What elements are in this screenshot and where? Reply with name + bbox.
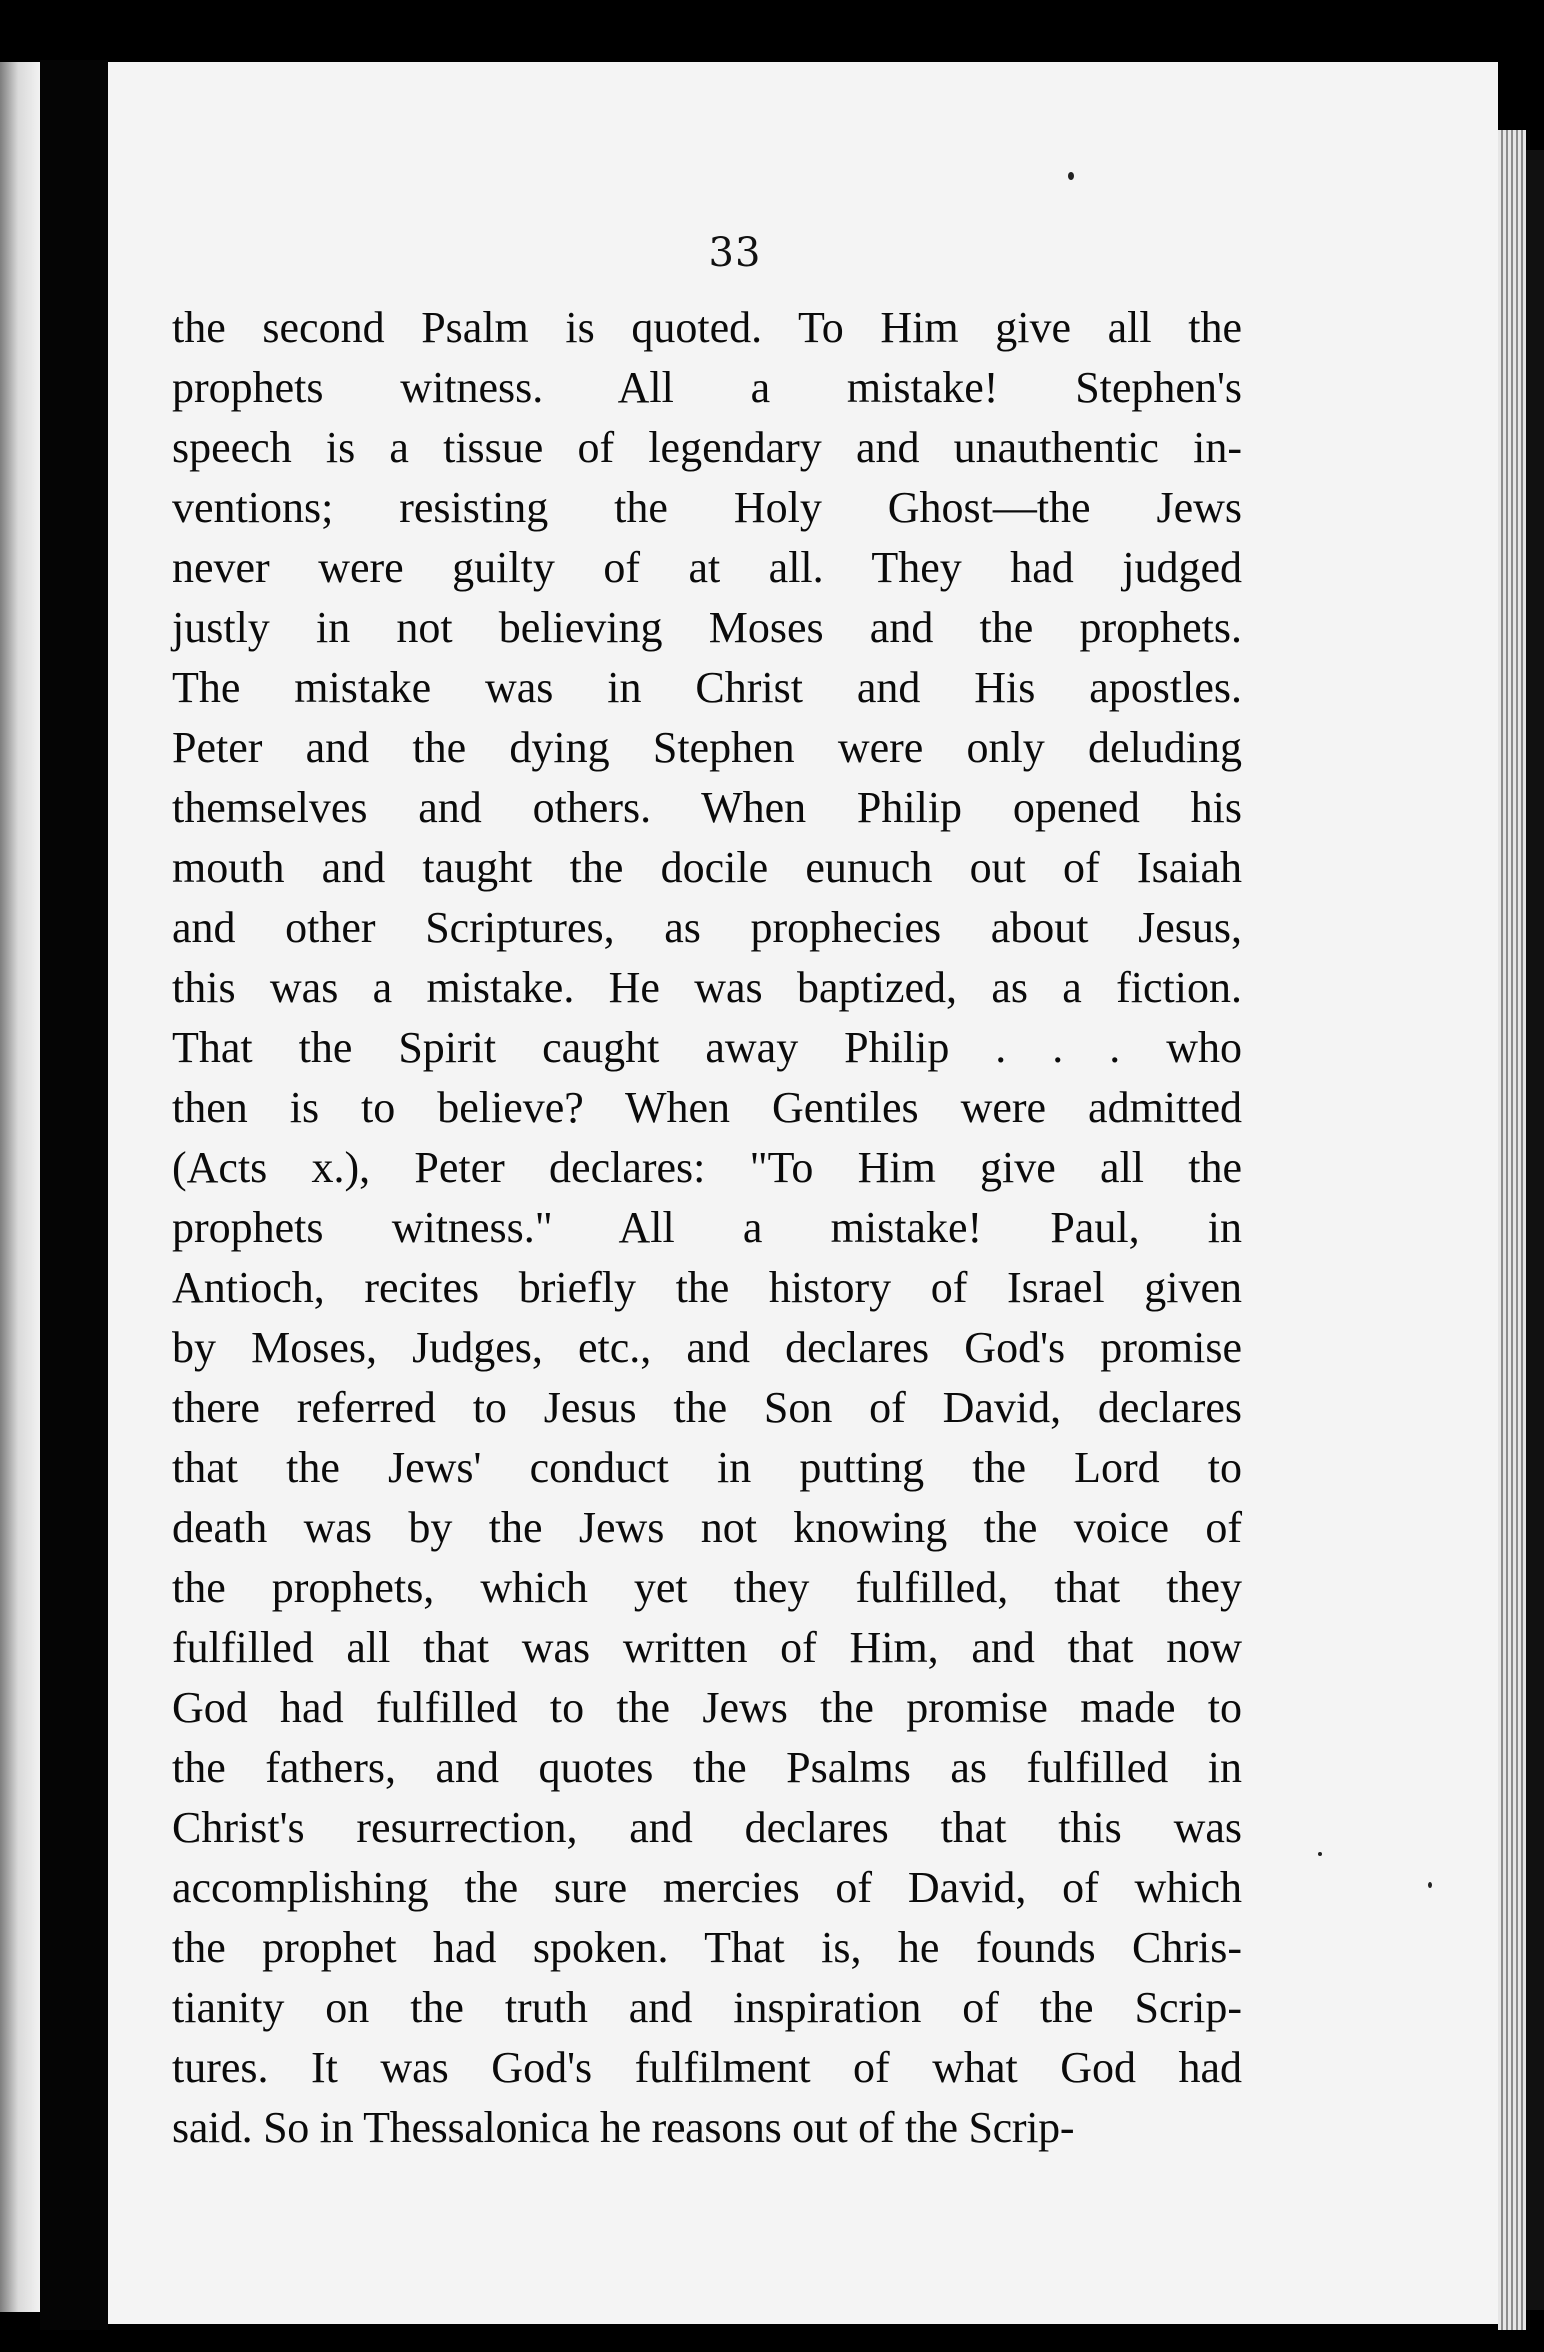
text-line: never were guilty of at all. They had judged bbox=[172, 543, 1242, 592]
text-line: and other Scriptures, as prophecies about Jesus, bbox=[172, 903, 1242, 952]
text-line: The mistake was in Christ and His apostles. bbox=[172, 663, 1242, 712]
text-line: God had fulfilled to the Jews the promise made to bbox=[172, 1683, 1242, 1732]
text-line: said. So in Thessalonica he reasons out of the Scrip- bbox=[172, 2103, 1075, 2152]
text-line: tures. It was God's fulfilment of what God had bbox=[172, 2043, 1242, 2092]
page-text bbox=[172, 298, 1242, 2158]
text-line: tianity on the truth and inspiration of the Scrip- bbox=[172, 1983, 1242, 2032]
text-line: then is to believe? When Gentiles were admitted bbox=[172, 1083, 1242, 1132]
text-line: Christ's resurrection, and declares that this was bbox=[172, 1803, 1242, 1852]
text-line: the fathers, and quotes the Psalms as fulfilled in bbox=[172, 1743, 1242, 1792]
text-line: speech is a tissue of legendary and unauthentic in- bbox=[172, 423, 1242, 472]
text-line: the prophet had spoken. That is, he founds Chris- bbox=[172, 1923, 1242, 1972]
left-page-edge bbox=[0, 62, 40, 2312]
text-line: mouth and taught the docile eunuch out of Isaiah bbox=[172, 843, 1242, 892]
text-line: that the Jews' conduct in putting the Lord to bbox=[172, 1443, 1242, 1492]
text-line: Antioch, recites briefly the history of Israel given bbox=[172, 1263, 1242, 1312]
ink-speck bbox=[1428, 1882, 1432, 1888]
ink-speck bbox=[1068, 172, 1074, 180]
page-edges bbox=[1498, 130, 1526, 2330]
text-line: there referred to Jesus the Son of David, declares bbox=[172, 1383, 1242, 1432]
text-line: prophets witness. All a mistake! Stephen's bbox=[172, 363, 1242, 412]
text-line: death was by the Jews not knowing the voice of bbox=[172, 1503, 1242, 1552]
page-number: 33 bbox=[708, 230, 762, 276]
page-edges-shadow bbox=[1526, 150, 1544, 2310]
text-line: fulfilled all that was written of Him, and that now bbox=[172, 1623, 1242, 1672]
text-line: (Acts x.), Peter declares: "To Him give all the bbox=[172, 1143, 1242, 1192]
text-line: justly in not believing Moses and the prophets. bbox=[172, 603, 1242, 652]
text-line: prophets witness." All a mistake! Paul, in bbox=[172, 1203, 1242, 1252]
book-gutter bbox=[40, 60, 108, 2330]
text-line: by Moses, Judges, etc., and declares God's promise bbox=[172, 1323, 1242, 1372]
text-line: the prophets, which yet they fulfilled, that they bbox=[172, 1563, 1242, 1612]
text-line: accomplishing the sure mercies of David, of which bbox=[172, 1863, 1242, 1912]
ink-speck bbox=[1318, 1852, 1322, 1856]
text-line: this was a mistake. He was baptized, as a fiction. bbox=[172, 963, 1242, 1012]
text-line: That the Spirit caught away Philip . . . who bbox=[172, 1023, 1242, 1072]
text-line: the second Psalm is quoted. To Him give all the bbox=[172, 303, 1242, 352]
text-line: ventions; resisting the Holy Ghost—the Jews bbox=[172, 483, 1242, 532]
text-line: Peter and the dying Stephen were only deluding bbox=[172, 723, 1242, 772]
text-line: themselves and others. When Philip opened his bbox=[172, 783, 1242, 832]
